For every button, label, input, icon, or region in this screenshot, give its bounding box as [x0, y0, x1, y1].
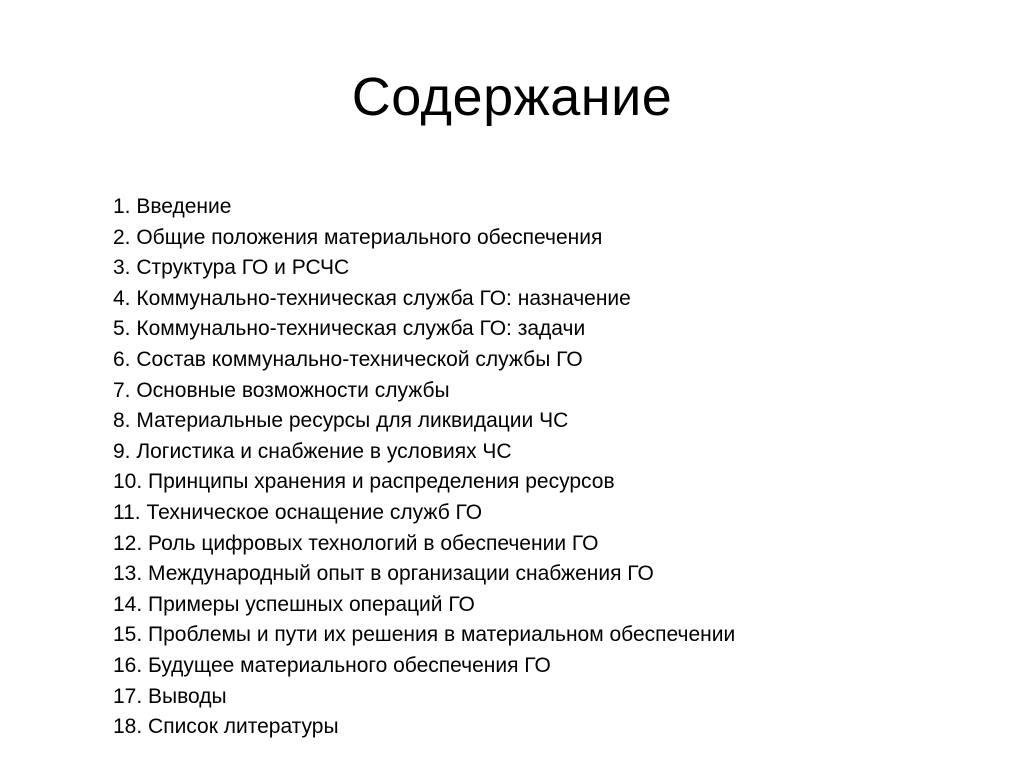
toc-item: 2. Общие положения материального обеспечения	[113, 225, 603, 249]
table-of-contents	[113, 192, 973, 743]
toc-item: 13. Международный опыт в организации снабжения ГО	[113, 562, 654, 586]
toc-item: 4. Коммунально-техническая служба ГО: назначение	[113, 286, 631, 310]
toc-item: 16. Будущее материального обеспечения ГО	[113, 653, 551, 677]
toc-item: 5. Коммунально-техническая служба ГО: задачи	[113, 317, 586, 341]
toc-item: 15. Проблемы и пути их решения в материальном обеспечении	[113, 623, 736, 647]
toc-item: 18. Список литературы	[113, 715, 339, 739]
toc-item: 3. Структура ГО и РСЧС	[113, 256, 350, 280]
toc-item: 8. Материальные ресурсы для ликвидации ЧС	[113, 409, 569, 433]
slide-title: Содержание	[351, 67, 673, 127]
toc-item: 7. Основные возможности службы	[113, 378, 450, 402]
toc-item: 1. Введение	[113, 195, 232, 218]
toc-item: 14. Примеры успешных операций ГО	[113, 592, 475, 616]
toc-item: 12. Роль цифровых технологий в обеспечении ГО	[113, 531, 599, 555]
toc-item: 9. Логистика и снабжение в условиях ЧС	[113, 439, 512, 463]
toc-item: 10. Принципы хранения и распределения ресурсов	[113, 470, 615, 494]
toc-item: 11. Техническое оснащение служб ГО	[113, 500, 483, 524]
toc-item: 6. Состав коммунально-технической службы ГО	[113, 347, 583, 371]
toc-item: 17. Выводы	[113, 684, 227, 708]
